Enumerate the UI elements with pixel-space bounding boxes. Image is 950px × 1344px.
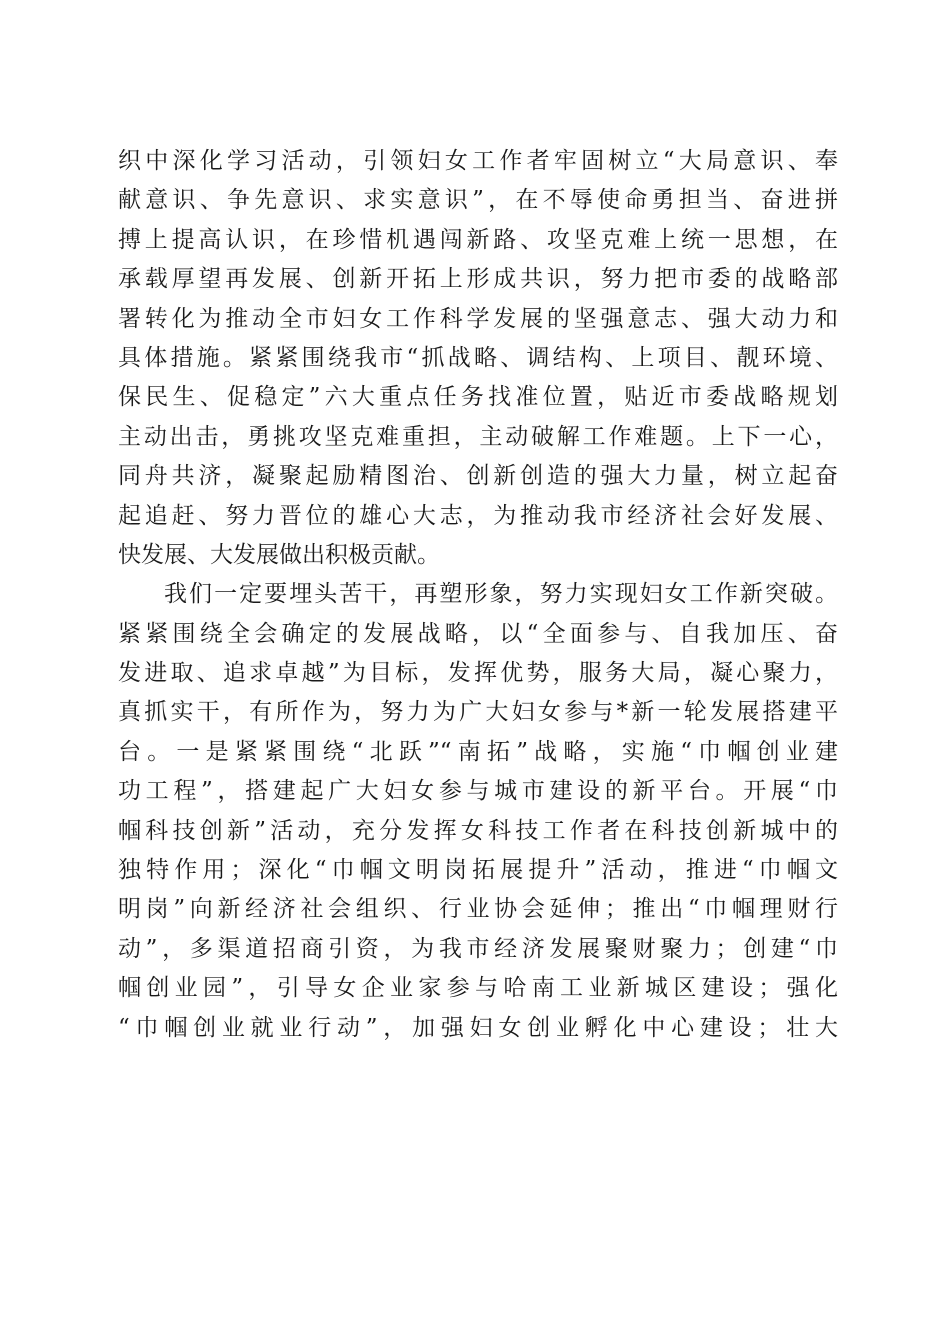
text-line: 功工程”，搭建起广大妇女参与城市建设的新平台。开展“巾 bbox=[118, 778, 838, 805]
text-line: 帼创业园”，引导女企业家参与哈南工业新城区建设；强化 bbox=[118, 975, 838, 1002]
text-line: 快发展、大发展做出积极贡献。 bbox=[118, 541, 440, 568]
text-line: 主动出击，勇挑攻坚克难重担，主动破解工作难题。上下一心， bbox=[118, 423, 838, 450]
text-line: 保民生、促稳定”六大重点任务找准位置，贴近市委战略规划 bbox=[118, 384, 838, 411]
text-line: 明岗”向新经济社会组织、行业协会延伸；推出“巾帼理财行 bbox=[118, 896, 838, 923]
text-line: 织中深化学习活动，引领妇女工作者牢固树立“大局意识、奉 bbox=[118, 148, 838, 174]
text-line: 我们一定要埋头苦干，再塑形象，努力实现妇女工作新突破。 bbox=[164, 581, 838, 608]
text-line: 承载厚望再发展、创新开拓上形成共识，努力把市委的战略部 bbox=[118, 266, 838, 293]
text-line: 献意识、争先意识、求实意识”，在不辱使命勇担当、奋进拼 bbox=[118, 187, 838, 214]
text-line: 具体措施。紧紧围绕我市“抓战略、调结构、上项目、靓环境、 bbox=[118, 344, 838, 371]
text-line: 搏上提高认识，在珍惜机遇闯新路、攻坚克难上统一思想，在 bbox=[118, 226, 838, 253]
text-line: 起追赶、努力晋位的雄心大志，为推动我市经济社会好发展、 bbox=[118, 502, 838, 529]
text-line: 发进取、追求卓越”为目标，发挥优势，服务大局，凝心聚力， bbox=[118, 660, 838, 687]
text-line: “巾帼创业就业行动”，加强妇女创业孵化中心建设；壮大 bbox=[118, 1014, 838, 1041]
paragraph-1 bbox=[118, 142, 838, 575]
text-line: 署转化为推动全市妇女工作科学发展的坚强意志、强大动力和 bbox=[118, 305, 838, 332]
text-line: 同舟共济，凝聚起励精图治、创新创造的强大力量，树立起奋 bbox=[118, 463, 838, 490]
text-line: 帼科技创新”活动，充分发挥女科技工作者在科技创新城中的 bbox=[118, 817, 838, 844]
text-line: 台。一是紧紧围绕“北跃”“南拓”战略，实施“巾帼创业建 bbox=[118, 738, 838, 765]
body-text bbox=[118, 142, 838, 1048]
text-line: 动”，多渠道招商引资，为我市经济发展聚财聚力；创建“巾 bbox=[118, 935, 838, 962]
text-line: 真抓实干，有所作为，努力为广大妇女参与*新一轮发展搭建平 bbox=[118, 699, 838, 726]
paragraph-2 bbox=[118, 575, 838, 1048]
text-line: 紧紧围绕全会确定的发展战略，以“全面参与、自我加压、奋 bbox=[118, 620, 838, 647]
text-line: 独特作用；深化“巾帼文明岗拓展提升”活动，推进“巾帼文 bbox=[118, 857, 838, 884]
